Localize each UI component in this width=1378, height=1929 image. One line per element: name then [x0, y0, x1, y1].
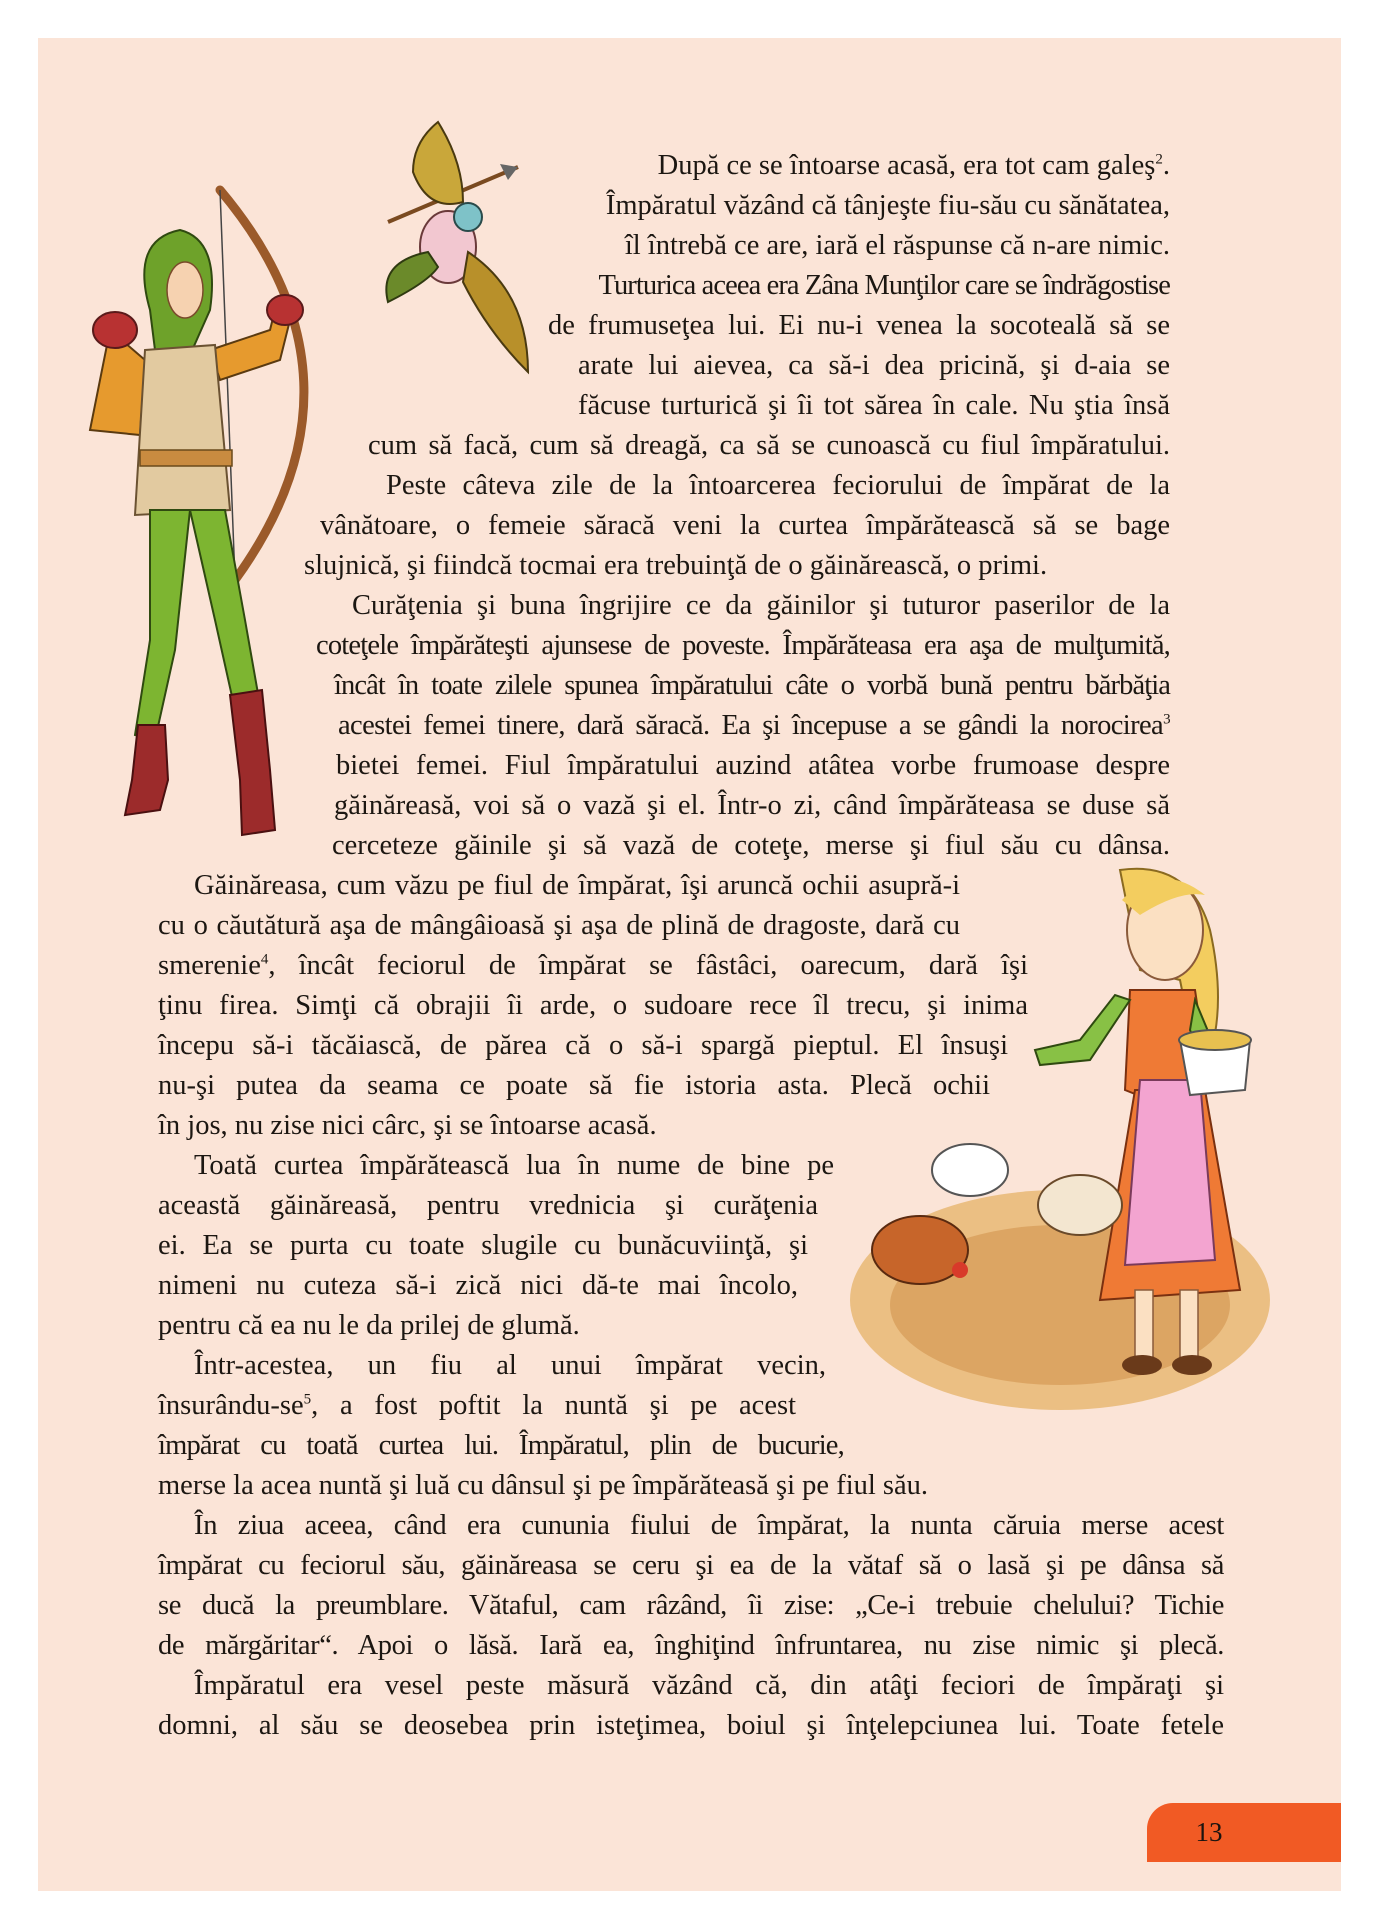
text-line: cum să facă, cum să dreagă, ca să se cunoască cu fiul împăratului. — [368, 430, 1170, 461]
text-line: Împăratul era vesel peste măsură văzând că, din atâţi feciori de împăraţi şi — [194, 1670, 1224, 1701]
text-line: îl întrebă ce are, iară el răspunse că n-are nimic. — [624, 230, 1170, 261]
text-line: Împăratul văzând că tânjeşte fiu-său cu sănătatea, — [605, 190, 1170, 221]
text-line: Turturica aceea era Zâna Munţilor care se îndrăgostise — [598, 270, 1170, 301]
text-line: această găinăreasă, pentru vrednicia şi curăţenia — [158, 1190, 818, 1221]
text-line: domni, al său se deosebea prin isteţimea, boiul şi înţelepciunea lui. Toate fetele — [158, 1710, 1224, 1741]
text-line: slujnică, şi fiindcă tocmai era trebuinţă de o găinărească, o primi. — [304, 550, 1048, 581]
text-line: pentru că ea nu le da prilej de glumă. — [158, 1310, 580, 1341]
text-line: împărat cu feciorul său, găinăreasa se ceru şi ea de la vătaf să o lasă şi pe dânsa să — [158, 1550, 1224, 1581]
text-line: În ziua aceea, când era cununia fiului de împărat, la nunta căruia merse acest — [194, 1510, 1224, 1541]
text-line: începu să-i tăcăiască, de părea că o să-i spargă pieptul. El însuşi — [158, 1030, 1008, 1061]
text-line: bietei femei. Fiul împăratului auzind atâtea vorbe frumoase despre — [336, 750, 1170, 781]
text-line: în jos, nu zise nici cârc, şi se întoarse acasă. — [158, 1110, 657, 1141]
text-line: ei. Ea se purta cu toate slugile cu bunăcuviinţă, şi — [158, 1230, 808, 1261]
text-line: făcuse turturică şi îi tot sărea în cale. Nu ştia însă — [578, 390, 1170, 421]
text-line: se ducă la preumblare. Vătaful, cam râzând, îi zise: „Ce-i trebuie chelului? Tichie — [158, 1590, 1224, 1621]
text-line: arate lui aievea, ca să-i dea pricină, şi d-aia se — [578, 350, 1170, 381]
text-line: merse la acea nuntă şi luă cu dânsul şi pe împărăteasă şi pe fiul său. — [158, 1470, 929, 1501]
text-line: de frumuseţea lui. Ei nu-i venea la socoteală să se — [548, 310, 1170, 341]
archer-illustration — [70, 180, 340, 840]
text-line: După ce se întoarse acasă, era tot cam galeş$^2$. — [657, 150, 1170, 181]
text-line: încât în toate zilele spunea împăratului câte o vorbă bună pentru bărbăţia — [334, 670, 1170, 701]
text-line: ţinu firea. Simţi că obrajii îi arde, o sudoare rece îl trecu, şi inima — [158, 990, 1028, 1021]
page-number-tab — [1147, 1803, 1341, 1862]
text-line: cu o căutătură aşa de mângâioasă şi aşa de plină de dragoste, dară cu — [158, 910, 960, 941]
page-number: 13 — [1195, 1817, 1223, 1847]
text-line: Peste câteva zile de la întoarcerea feciorului de împărat de la — [386, 470, 1170, 501]
text-line: însurându-$se^5$, a fost poftit la nuntă şi pe acest — [158, 1390, 796, 1421]
text-line: cerceteze găinile şi să vază de coteţe, merse şi fiul său cu dânsa. — [332, 830, 1170, 861]
text-line: găinăreasă, voi să o vază şi el. Într-o zi, când împărăteasa se duse să — [334, 790, 1170, 821]
text-line: de mărgăritar“. Apoi o lăsă. Iară ea, înghiţind înfruntarea, nu zise nimic şi plecă. — [158, 1630, 1224, 1661]
text-line: Găinăreasa, cum văzu pe fiul de împărat, îşi aruncă ochii asupră-i — [194, 870, 960, 901]
text-line: vânătoare, o femeie săracă veni la curtea împărătească să se bage — [320, 510, 1170, 541]
text-line: Curăţenia şi buna îngrijire ce da găinilor şi tuturor paserilor de la — [352, 590, 1170, 621]
text-line: acestei femei tinere, dară săracă. Ea şi începuse a se gândi la norocirea$^3$ — [338, 710, 1170, 741]
text-line: nu-şi putea da seama ce poate să fie istoria asta. Plecă ochii — [158, 1070, 990, 1101]
text-line: Toată curtea împărătească lua în nume de bine pe — [194, 1150, 834, 1181]
text-line: nimeni nu cuteza să-i zică nici dă-te mai încolo, — [158, 1270, 798, 1301]
text-line: coteţele împărăteşti ajunsese de poveste. Împărăteasa era aşa de mulţumită, — [316, 630, 1170, 661]
text-line: smerenie$^4$, încât feciorul de împărat se fâstâci, oarecum, dară îşi — [158, 950, 1028, 981]
text-line: împărat cu toată curtea lui. Împăratul, plin de bucurie, — [158, 1430, 844, 1461]
text-line: Într-acestea, un fiu al unui împărat vecin, — [194, 1350, 826, 1381]
